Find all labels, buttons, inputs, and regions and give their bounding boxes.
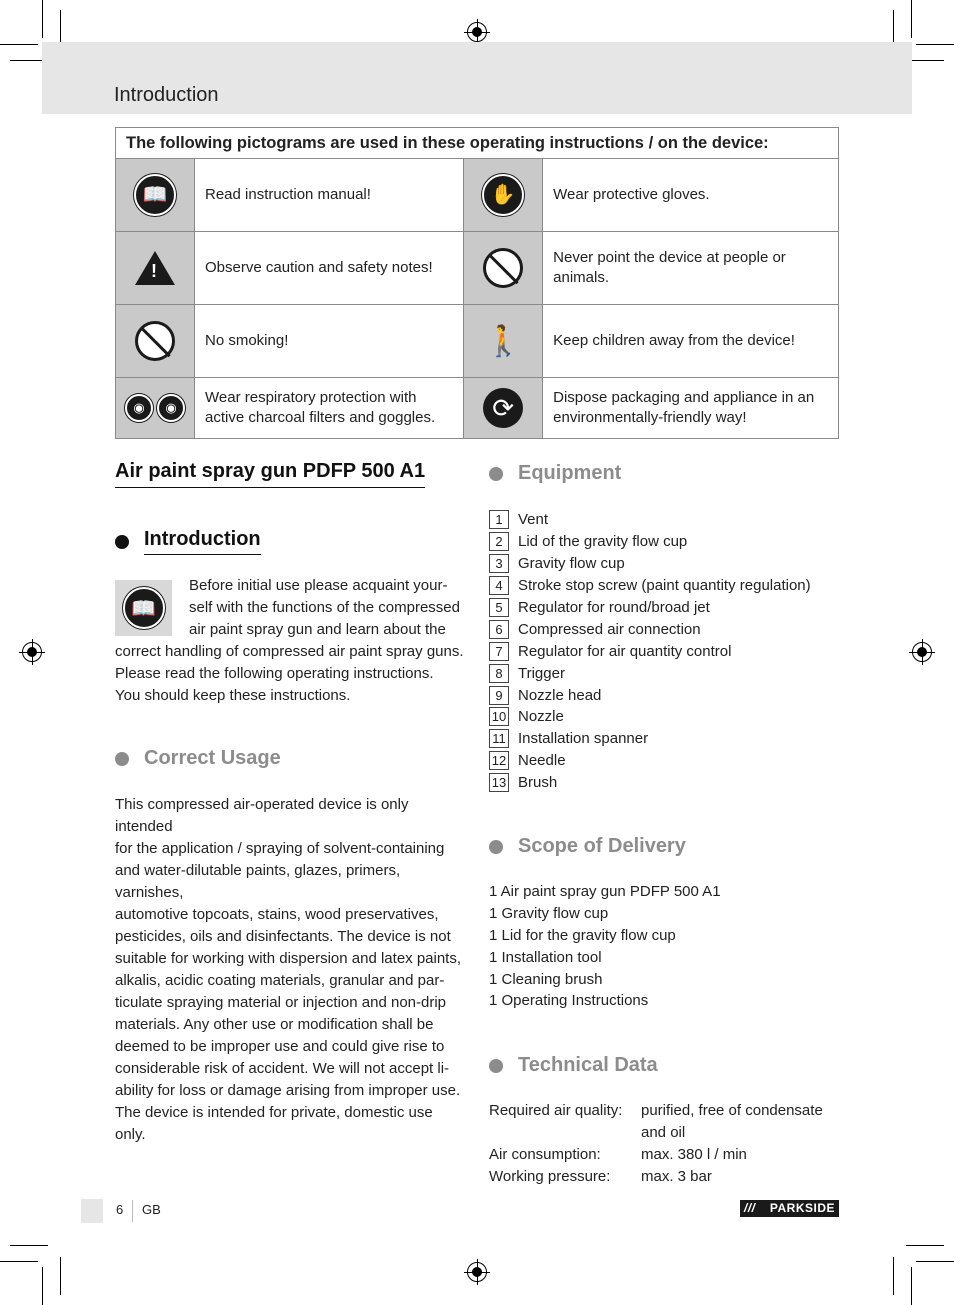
footer-marker (81, 1199, 103, 1223)
warning-triangle-icon: ! (135, 251, 175, 285)
section-heading-equipment: Equipment (489, 462, 621, 485)
section-heading-technical-data: Technical Data (489, 1054, 658, 1077)
registration-mark-icon (912, 642, 932, 662)
no-pointing-icon (483, 248, 523, 288)
list-item: 1 Operating Instructions (489, 992, 649, 1010)
footer-divider (132, 1200, 133, 1222)
crop-mark (0, 1261, 38, 1262)
brand-name: PARKSIDE (769, 1201, 835, 1215)
section-heading-correct-usage: Correct Usage (115, 747, 281, 770)
respirator-icon: ◉ (125, 394, 153, 422)
table-row (116, 159, 839, 232)
read-manual-icon: 📖 (134, 174, 176, 216)
bullet-icon (489, 1059, 503, 1073)
page-number: 6 (116, 1202, 124, 1217)
bullet-icon (115, 535, 129, 549)
list-item: 10 Nozzle (489, 706, 811, 728)
list-item: 1 Cleaning brush (489, 970, 603, 988)
crop-mark (911, 0, 912, 38)
bullet-icon (489, 467, 503, 481)
crop-mark (42, 1267, 43, 1305)
table-row (116, 232, 839, 305)
goggles-icon: ◉ (157, 394, 185, 422)
list-item: 1 Vent (489, 509, 811, 531)
bullet-icon (489, 840, 503, 854)
list-item: 3 Gravity flow cup (489, 553, 811, 575)
pictogram-text: Wear respiratory protection with active charcoal filters and goggles. (195, 378, 464, 439)
product-title: Air paint spray gun PDFP 500 A1 (115, 460, 425, 488)
scope-list (489, 881, 721, 1012)
crop-mark (10, 1245, 48, 1246)
registration-mark-icon (467, 22, 487, 42)
recycle-icon: ⟳ (483, 388, 523, 428)
list-item: 5 Regulator for round/broad jet (489, 597, 811, 619)
pictogram-text: Wear protective gloves. (543, 159, 839, 232)
list-item: 13 Brush (489, 772, 811, 794)
pictogram-table-heading: The following pictograms are used in these operating instructions / on the device: (116, 128, 839, 159)
list-item: 6 Compressed air connection (489, 618, 811, 640)
page-title: Introduction (114, 84, 219, 106)
table-row: Working pressure: max. 3 bar (489, 1168, 712, 1185)
pictogram-text: Keep children away from the device! (543, 305, 839, 378)
language-code: GB (142, 1202, 161, 1217)
list-item: 1 Air paint spray gun PDFP 500 A1 (489, 883, 721, 900)
technical-data-table (489, 1100, 841, 1188)
read-manual-icon: 📖 (115, 580, 172, 636)
list-item: 11 Installation spanner (489, 728, 811, 750)
table-row (116, 305, 839, 378)
section-heading-introduction: Introduction (115, 528, 261, 555)
table-row: Required air quality: purified, free of condensate and oil (489, 1102, 823, 1141)
crop-mark (916, 1261, 954, 1262)
table-row: Air consumption: max. 380 l / min (489, 1146, 747, 1163)
list-item: 1 Gravity flow cup (489, 904, 609, 922)
list-item: 4 Stroke stop screw (paint quantity regulation) (489, 575, 811, 597)
usage-paragraph: This compressed air-operated device is only intended for the application / spraying of solvent-containing and water-dilutable paints, glazes, primers, varnishes, automotive topcoats, stains, wood preservatives, pesticides, oils and disinfectants. The device is not suitable for working with dispersion and latex paints, alkalis, acidic coating materials, granular and par- ticulate spraying material or injection and non-drip materials. Any other use or modification shall be deemed to be improper use and could give rise to considerable risk of accident. We will not accept li- ability for loss or damage arising from improper use. The device is intended for private, domestic use only. (115, 796, 462, 1143)
registration-mark-icon (22, 642, 42, 662)
list-item: 2 Lid of the gravity flow cup (489, 531, 811, 553)
brand-logo (740, 1200, 839, 1217)
header-band (42, 42, 912, 114)
children-icon: 🚶 (484, 324, 522, 358)
crop-mark (0, 44, 38, 45)
section-heading-scope-of-delivery: Scope of Delivery (489, 835, 686, 858)
brand-stripes: /// (744, 1201, 756, 1215)
list-item: 9 Nozzle head (489, 684, 811, 706)
list-item: 8 Trigger (489, 662, 811, 684)
pictogram-text: Never point the device at people or animals. (543, 232, 839, 305)
pictogram-table (115, 127, 839, 439)
intro-paragraph: Before initial use please acquaint your- self with the functions of the compressed air paint spray gun and learn about the correct handling of compressed air paint spray guns. Please read the following operating instructions. You should keep these instructions. (115, 577, 464, 704)
gloves-icon: ✋ (482, 174, 524, 216)
pictogram-text: Read instruction manual! (195, 159, 464, 232)
crop-mark (911, 1267, 912, 1305)
pictogram-text: Dispose packaging and appliance in an environmentally-friendly way! (543, 378, 839, 439)
crop-mark (893, 1257, 894, 1295)
pictogram-text: Observe caution and safety notes! (195, 232, 464, 305)
registration-mark-icon (467, 1262, 487, 1282)
bullet-icon (115, 752, 129, 766)
list-item: 7 Regulator for air quantity control (489, 640, 811, 662)
list-item: 1 Lid for the gravity flow cup (489, 926, 676, 944)
pictogram-text: No smoking! (195, 305, 464, 378)
list-item: 1 Installation tool (489, 948, 602, 966)
no-smoking-icon (135, 321, 175, 361)
crop-mark (60, 1257, 61, 1295)
crop-mark (906, 1245, 944, 1246)
equipment-list (489, 509, 811, 794)
table-row (116, 378, 839, 439)
list-item: 12 Needle (489, 750, 811, 772)
crop-mark (42, 0, 43, 38)
crop-mark (916, 44, 954, 45)
